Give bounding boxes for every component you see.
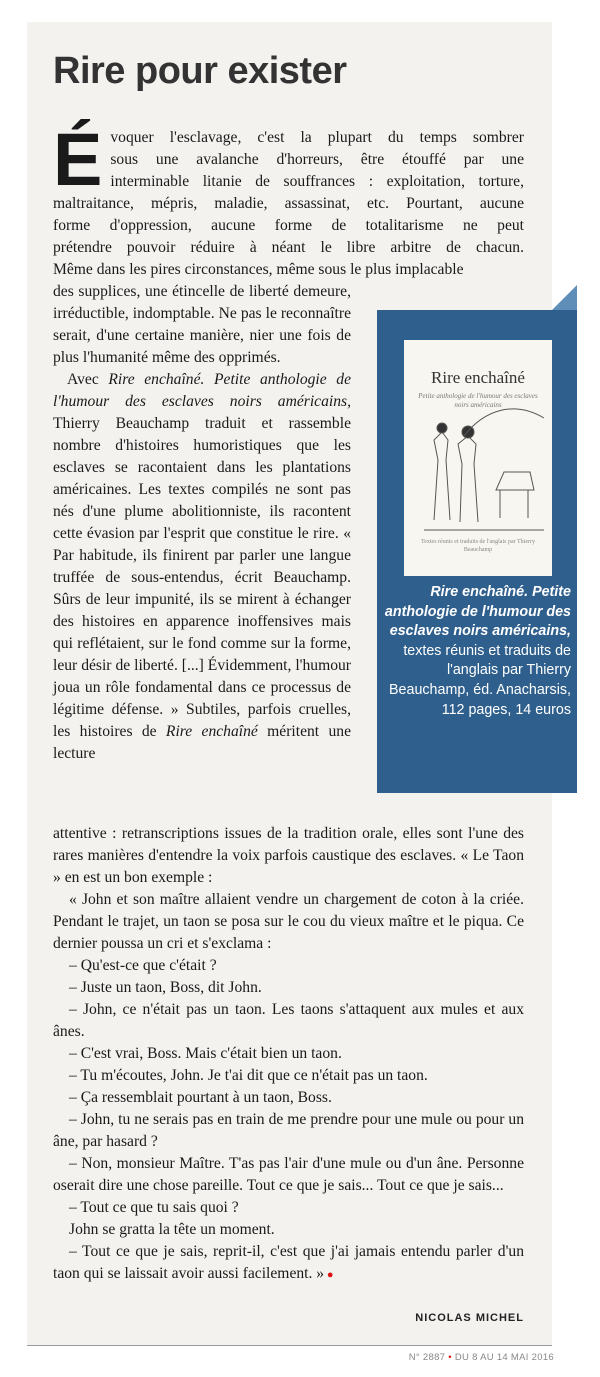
p2-end: méritent une lecture: [53, 723, 351, 762]
intro-lines: [53, 118, 524, 281]
article-title: Rire pour exister: [53, 50, 347, 92]
article-intro: [53, 118, 524, 281]
intro-line: maltraitance, mépris, maladie, assassinat, etc. Pourtant, aucune: [53, 195, 524, 212]
book-cover-subtitle: Petite anthologie de l'humour des esclaves noirs américains: [418, 392, 538, 409]
dialog-line: – John, ce n'était pas un taon. Les taons s'attaquent aux mules et aux ânes.: [53, 1001, 524, 1040]
dialog-line: – Tout ce que tu sais quoi ?: [69, 1199, 239, 1216]
dialog-line: John se gratta la tête un moment.: [69, 1221, 275, 1238]
article-continuation: [53, 823, 524, 1286]
caption-book-title: Rire enchaîné. Petite anthologie de l'humour des esclaves noirs américains,: [384, 584, 571, 640]
article-narrow-column: [53, 281, 351, 765]
sidebar-fold-corner: [552, 285, 577, 310]
intro-line: prétendre pouvoir réduire à néant le libre arbitre de chacun.: [53, 239, 524, 256]
p2-intro: Avec: [67, 371, 109, 388]
dialog-line: – Non, monsieur Maître. T'as pas l'air d'une mule ou d'un âne. Personne oserait dire une chose pareille. Tout ce que je sais... Tout ce que je sais...: [53, 1155, 524, 1194]
intro-line: sous une avalanche d'horreurs, être étouffé par une: [110, 151, 524, 168]
issue-number: N° 2887: [408, 1352, 446, 1363]
dialog-line: – Tu m'écoutes, John. Je t'ai dit que ce n'était pas un taon.: [69, 1067, 428, 1084]
issue-dates: DU 8 AU 14 MAI 2016: [454, 1352, 554, 1363]
book-title-inline: Rire enchaîné. Petite anthologie de l'humour des esclaves noirs américains,: [53, 371, 351, 410]
dialog-line: – C'est vrai, Boss. Mais c'était bien un taon.: [69, 1045, 342, 1062]
intro-line: interminable litanie de souffrances : exploitation, torture,: [110, 173, 524, 190]
book-title-short: Rire enchaîné: [165, 723, 258, 740]
separator-dot: •: [448, 1352, 452, 1363]
dialog-line: – Ça ressemblait pourtant à un taon, Boss.: [69, 1089, 332, 1106]
paragraph-1-end: des supplices, une étincelle de liberté demeure, irréductible, indomptable. Ne pas le reconnaître serait, d'une certaine manière, nier une fois de plus l'humanité même des opprimés.: [53, 283, 351, 366]
author-signature: NICOLAS MICHEL: [415, 1312, 524, 1324]
intro-line: forme d'oppression, aucune forme de totalitarisme ne peut: [53, 217, 524, 234]
drop-cap: É: [53, 118, 103, 201]
intro-line: Même dans les pires circonstances, même sous le plus implacable: [53, 261, 464, 278]
dialog-line: – Juste un taon, Boss, dit John.: [69, 979, 262, 996]
intro-line: voquer l'esclavage, c'est la plupart du temps sombrer: [110, 129, 524, 146]
end-mark-icon: ●: [324, 1269, 334, 1281]
dialog-block: [53, 889, 524, 1286]
book-cover-image: [404, 340, 552, 576]
dialog-line: « John et son maître allaient vendre un chargement de coton à la criée. Pendant le trajet, un taon se posa sur le cou du vieux maître et le piqua. Ce dernier poussa un cri et s'exclama :: [53, 891, 524, 952]
page-footer: [409, 1352, 554, 1363]
dialog-line: – Tout ce que je sais, reprit-il, c'est que j'ai jamais entendu parler d'un taon qui se laissait avoir aussi facilement. » ●: [53, 1243, 524, 1282]
footer-rule: [27, 1345, 552, 1346]
dialog-line: – Qu'est-ce que c'était ?: [69, 957, 217, 974]
book-cover-footer: Textes réunis et traduits de l'anglais par Thierry Beauchamp: [420, 539, 535, 553]
p2-body: Thierry Beauchamp traduit et rassemble nombre d'histoires humoristiques que les esclaves se racontaient dans les plantations américaines. Les textes compilés ne sont pas nés d'une plume abolitionniste, ils racontent cette évasion par l'esprit que constitue le rire. « Par habitude, ils finirent par parler une langue truffée de sous-entendus, écrit Beauchamp. Sûrs de leur impunité, ils se mirent à échanger des histoires en apparence inoffensives mais qui reflétaient, sur le fond comme sur la forme, leur désir de liberté. [...] Évidemment, l'humour joua un rôle fondamental dans ce processus de légitime défense. » Subtiles, parfois cruelles, les histoires de: [53, 415, 351, 740]
book-caption: [377, 583, 571, 720]
paragraph-2-end: attentive : retranscriptions issues de la tradition orale, elles sont l'une des rares manières d'entendre la voix parfois caustique des esclaves. « Le Taon » en est un bon exemple :: [53, 825, 524, 886]
caption-details: textes réunis et traduits de l'anglais par Thierry Beauchamp, éd. Anacharsis, 112 pages, 14 euros: [389, 642, 571, 718]
dialog-line: – John, tu ne serais pas en train de me prendre pour une mule ou pour un âne, par hasard ?: [53, 1111, 524, 1150]
paragraph-2: [53, 369, 351, 765]
book-cover-title: Rire enchaîné: [431, 368, 525, 387]
